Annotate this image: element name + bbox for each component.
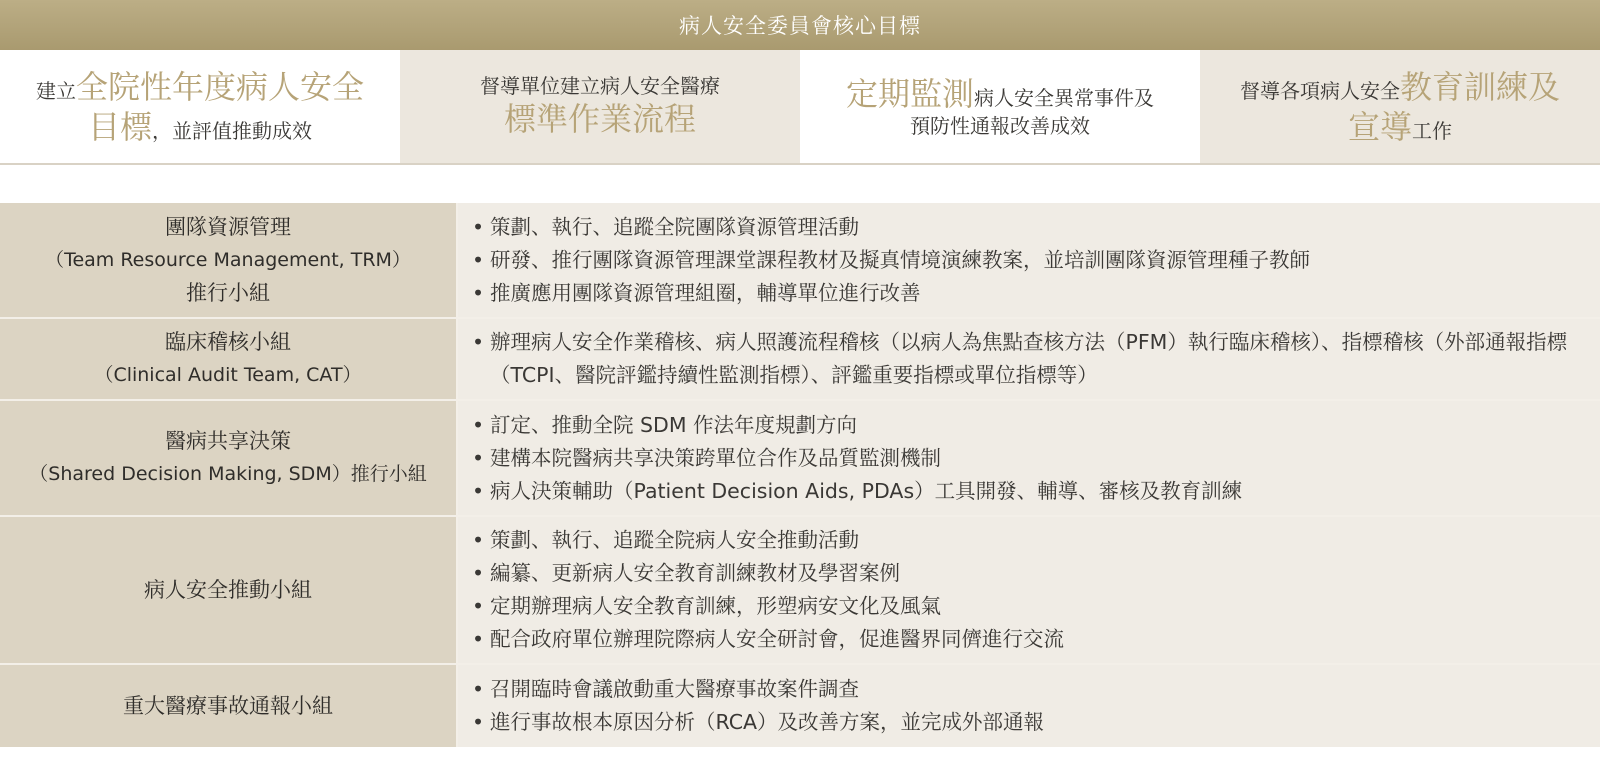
group-english-name: （Shared Decision Making, SDM）推行小組 — [29, 463, 427, 485]
goal-highlight: 全院性年度病人安全 — [75, 67, 364, 106]
list-item: • 研發、推行團隊資源管理課堂課程教材及擬真情境演練教案，並培訓團隊資源管理種子教師 — [472, 244, 1590, 277]
goal-line — [1240, 67, 1560, 107]
list-item: • 策劃、執行、追蹤全院病人安全推動活動 — [472, 524, 1590, 557]
group-name-cell — [0, 401, 458, 515]
group-name-suffix: 推行小組 — [186, 280, 270, 305]
group-name-cell — [0, 319, 458, 399]
goal-highlight: 標準作業流程 — [503, 100, 696, 138]
list-item: • 編纂、更新病人安全教育訓練教材及學習案例 — [472, 557, 1590, 590]
duty-text: 召開臨時會議啟動重大醫療事故案件調查 — [490, 677, 859, 701]
duty-text: 研發、推行團隊資源管理課堂課程教材及擬真情境演練教案，並培訓團隊資源管理種子教師 — [490, 247, 1310, 272]
goal-standard-procedures — [400, 50, 800, 163]
table-row — [0, 401, 1600, 517]
goal-line — [910, 114, 1090, 139]
goal-annual-safety-targets — [0, 50, 400, 163]
duty-text: 策劃、執行、追蹤全院病人安全推動活動 — [490, 528, 859, 552]
goal-line — [480, 74, 720, 99]
list-item: • 訂定、推動全院 SDM 作法年度規劃方向 — [472, 409, 1590, 442]
duty-text: 病人決策輔助（Patient Decision Aids, PDAs）工具開發、輔導、審核及教育訓練 — [490, 478, 1243, 503]
duty-text: 訂定、推動全院 SDM 作法年度規劃方向 — [490, 412, 858, 437]
group-duties-cell — [458, 517, 1600, 663]
group-name: 重大醫療事故通報小組 — [123, 693, 333, 718]
duty-text: 配合政府單位辦理院際病人安全研討會，促進醫界同儕進行交流 — [490, 627, 1064, 651]
duty-text: 辦理病人安全作業稽核、病人照護流程稽核（以病人為焦點查核方法（PFM）執行臨床稽核）、指標稽核（外部通報指標（TCPI、醫院評鑑持續性監測指標）、評鑑重要指標或單位指標等） — [490, 330, 1568, 387]
goal-text: 建立 — [35, 78, 76, 103]
core-goals — [0, 50, 1600, 165]
goal-line — [504, 99, 696, 139]
duty-text: 編纂、更新病人安全教育訓練教材及學習案例 — [490, 561, 900, 585]
duty-text: 建構本院醫病共享決策跨單位合作及品質監測機制 — [490, 445, 941, 470]
list-item: • 進行事故根本原因分析（RCA）及改善方案，並完成外部通報 — [472, 706, 1590, 739]
list-item: • 配合政府單位辦理院際病人安全研討會，促進醫界同儕進行交流 — [472, 623, 1590, 656]
list-item: • 建構本院醫病共享決策跨單位合作及品質監測機制 — [472, 442, 1590, 475]
page-banner: 病人安全委員會核心目標 — [0, 0, 1600, 50]
list-item: • 定期辦理病人安全教育訓練，形塑病安文化及風氣 — [472, 590, 1590, 623]
goal-highlight: 定期監測 — [845, 75, 974, 113]
group-duties-cell — [458, 665, 1600, 747]
table-row — [0, 319, 1600, 401]
list-item: • 策劃、執行、追蹤全院團隊資源管理活動 — [472, 211, 1590, 244]
goal-highlight: 宣導 — [1347, 107, 1412, 146]
goal-text: ，並評值推動成效 — [152, 118, 312, 143]
group-duties-cell — [458, 203, 1600, 317]
table-row — [0, 203, 1600, 319]
list-item: • 病人決策輔助（Patient Decision Aids, PDAs）工具開發、輔導、審核及教育訓練 — [472, 475, 1590, 508]
table-row — [0, 665, 1600, 747]
duty-text: 進行事故根本原因分析（RCA）及改善方案，並完成外部通報 — [490, 710, 1045, 734]
duty-text: 推廣應用團隊資源管理組圈，輔導單位進行改善 — [490, 280, 921, 305]
group-english-name: （Team Resource Management, TRM） — [45, 248, 411, 271]
group-name-cell — [0, 517, 458, 663]
goal-line — [846, 74, 1154, 114]
list-item: • 召開臨時會議啟動重大醫療事故案件調查 — [472, 673, 1590, 706]
group-name: 醫病共享決策 — [165, 429, 291, 453]
goal-highlight: 教育訓練及 — [1399, 67, 1560, 106]
goal-regular-monitoring — [800, 50, 1200, 163]
group-name: 臨床稽核小組 — [165, 330, 291, 354]
goal-education-training — [1200, 50, 1600, 163]
group-duties-cell — [458, 401, 1600, 515]
group-name-cell — [0, 203, 458, 317]
table-row — [0, 517, 1600, 665]
committee-groups-table — [0, 203, 1600, 747]
goal-text: 預防性通報改善成效 — [910, 114, 1090, 138]
group-name: 團隊資源管理 — [165, 214, 291, 239]
goal-text: 病人安全異常事件及 — [974, 86, 1154, 110]
group-english-name: （Clinical Audit Team, CAT） — [94, 364, 362, 386]
group-name-cell — [0, 665, 458, 747]
goal-line — [88, 107, 312, 147]
goal-highlight: 目標 — [87, 107, 152, 146]
duty-text: 定期辦理病人安全教育訓練，形塑病安文化及風氣 — [490, 594, 941, 618]
goal-text: 工作 — [1412, 118, 1452, 143]
list-item: • 辦理病人安全作業稽核、病人照護流程稽核（以病人為焦點查核方法（PFM）執行臨床稽核）、指標稽核（外部通報指標（TCPI、醫院評鑑持續性監測指標）、評鑑重要指標或單位指標等） — [472, 326, 1590, 392]
list-item: • 推廣應用團隊資源管理組圈，輔導單位進行改善 — [472, 277, 1590, 310]
goal-text: 督導各項病人安全 — [1239, 78, 1400, 103]
goal-line — [1348, 107, 1452, 147]
goal-line — [36, 67, 364, 107]
duty-text: 策劃、執行、追蹤全院團隊資源管理活動 — [490, 214, 859, 239]
goal-text: 督導單位建立病人安全醫療 — [480, 74, 720, 98]
group-name: 病人安全推動小組 — [144, 577, 312, 602]
group-duties-cell — [458, 319, 1600, 399]
